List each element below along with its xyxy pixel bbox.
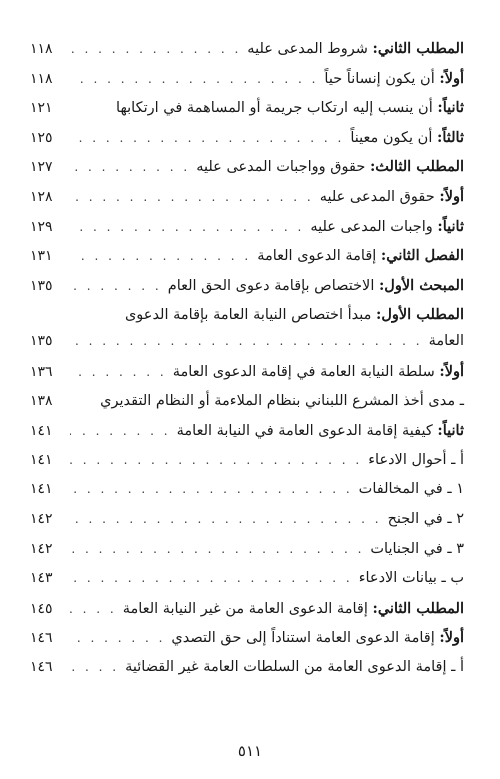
toc-page-number: ١٣١	[30, 248, 53, 265]
page-number: ٥١١	[237, 742, 263, 760]
toc-entry-title	[168, 277, 464, 294]
toc-entry-title	[171, 629, 464, 646]
dot-leader	[70, 453, 362, 467]
toc-entry	[30, 541, 464, 571]
toc-entry-text: واجبات المدعى عليه	[310, 218, 438, 235]
toc-entry	[30, 40, 464, 70]
toc-entry	[30, 393, 464, 423]
dot-leader	[70, 220, 304, 234]
dot-leader	[70, 660, 119, 674]
dot-leader	[70, 482, 353, 496]
toc-entry-title	[196, 158, 464, 175]
toc-entry-title	[320, 188, 464, 205]
dot-leader	[70, 512, 382, 526]
toc-entry	[30, 158, 464, 188]
toc-entry-text: سلطة النيابة العامة في إقامة الدعوى العامة	[172, 363, 440, 380]
toc-entry-heading: أولاً:	[439, 362, 464, 380]
toc-entry-text: حقوق المدعى عليه	[319, 188, 440, 205]
toc-entry	[30, 481, 464, 511]
toc-page-number: ١٤١	[30, 481, 53, 498]
toc-entry-title	[123, 600, 464, 617]
toc-entry-heading: ثالثاً:	[436, 128, 464, 146]
toc-page-number: ١٤٦	[30, 630, 53, 647]
toc-page-number: ١٤٢	[30, 540, 53, 557]
toc-entry-heading: المطلب الأول:	[376, 306, 464, 324]
dot-leader	[70, 424, 171, 438]
toc-entry-title	[125, 659, 464, 675]
toc-entry-text: أن يكون إنساناً حياً	[324, 70, 440, 87]
toc-page-number: ١٣٥	[30, 277, 53, 294]
toc-entry	[30, 452, 464, 482]
toc-page-number: ١٤٣	[30, 570, 53, 587]
toc-entry-title	[100, 393, 464, 409]
toc-entry-title	[324, 70, 464, 87]
toc-entry-heading: أولاً:	[439, 629, 464, 647]
dot-leader	[70, 365, 167, 379]
toc-entry-title	[359, 481, 464, 497]
toc-entry-title	[173, 363, 464, 380]
toc-entry	[30, 600, 464, 630]
toc-entry	[30, 333, 464, 363]
toc-entry-text: إقامة الدعوى العامة استناداً إلى حق التصدي	[171, 630, 440, 647]
toc-entry-heading: أولاً:	[439, 187, 464, 205]
toc-page-number: ١٤١	[30, 423, 53, 440]
toc-entry	[30, 70, 464, 100]
toc-entry-title	[359, 570, 464, 586]
toc-entry-title	[247, 40, 464, 57]
toc-entry-text: ٣ ـ في الجنايات	[370, 540, 464, 557]
toc-page-number: ١٤٢	[30, 510, 53, 527]
dot-leader	[70, 131, 344, 145]
toc-page-number: ١٤١	[30, 451, 53, 468]
toc-entry-heading: ثانياً:	[437, 99, 464, 117]
toc-entry-text: ٢ ـ في الجنح	[387, 510, 464, 527]
toc-page-number: ١٢٥	[30, 129, 53, 146]
toc-entry-title	[125, 306, 464, 323]
toc-entry-text: شروط المدعى عليه	[247, 41, 373, 57]
toc-entry	[30, 422, 464, 452]
toc-entry-heading: الفصل الثاني:	[380, 247, 464, 265]
toc-entry-heading: ثانياً:	[437, 217, 464, 235]
toc-entry-heading: المطلب الثالث:	[369, 158, 464, 176]
toc-entry	[30, 247, 464, 277]
toc-entry	[30, 511, 464, 541]
toc-entry-title	[350, 129, 464, 146]
toc-entry-title	[310, 218, 464, 235]
dot-leader	[70, 571, 353, 585]
toc-entry-heading: ثانياً:	[437, 422, 464, 440]
toc-page-number: ١٢١	[30, 100, 53, 117]
toc-entry	[30, 99, 464, 129]
toc-page-number: ١٢٩	[30, 218, 53, 235]
toc-page-number: ١٤٥	[30, 600, 53, 617]
toc-entry-text: كيفية إقامة الدعوى العامة في النيابة العامة	[176, 423, 438, 440]
toc-page-number: ١٣٨	[30, 392, 53, 409]
dot-leader	[70, 334, 423, 348]
toc-entry-heading: المطلب الثاني:	[372, 40, 464, 57]
toc-entry	[30, 570, 464, 600]
toc-entry-text: أن يكون معيناً	[350, 129, 437, 146]
dot-leader	[70, 190, 314, 204]
toc-entry-text: ـ مدى أخذ المشرع اللبناني بنظام الملاءمة أو النظام التقديري	[100, 392, 464, 409]
toc-entry-text: إقامة الدعوى العامة من غير النيابة العامة	[122, 600, 373, 617]
toc-entry-text: إقامة الدعوى العامة	[257, 248, 381, 265]
toc-entry	[30, 218, 464, 248]
toc-entry-title	[368, 452, 464, 468]
toc-page-number: ١١٨	[30, 41, 53, 57]
toc-entry-title	[429, 333, 464, 349]
toc-entry-heading: المطلب الثاني:	[372, 599, 464, 617]
toc-entry	[30, 659, 464, 689]
toc-entry	[30, 129, 464, 159]
toc-entry-heading: المبحث الأول:	[378, 276, 464, 294]
toc-entry-text: ب ـ بيانات الادعاء	[358, 570, 464, 587]
toc-entry-text: مبدأ اختصاص النيابة العامة بإقامة الدعوى	[124, 307, 376, 324]
dot-leader	[70, 160, 190, 174]
toc-entry-text: أ ـ إقامة الدعوى العامة من السلطات العامة غير القضائية	[125, 658, 464, 675]
toc-page-number: ١٢٨	[30, 188, 53, 205]
toc-entry	[30, 188, 464, 218]
toc-entry	[30, 306, 464, 333]
toc-entry-title	[370, 541, 464, 557]
dot-leader	[70, 279, 162, 293]
toc-entry	[30, 277, 464, 307]
toc-entry-title	[177, 422, 464, 439]
toc-page-number: ١٣٥	[30, 333, 53, 350]
toc-entry-heading: أولاً:	[439, 69, 464, 87]
toc-entry-text: أ ـ أحوال الادعاء	[368, 451, 464, 468]
dot-leader	[70, 542, 364, 556]
toc-entry	[30, 629, 464, 659]
dot-leader	[70, 249, 251, 263]
toc-entry-title	[388, 511, 464, 527]
toc-page-number: ١٤٦	[30, 658, 53, 675]
toc-entry-title	[116, 99, 464, 116]
toc-entry-text: العامة	[428, 333, 464, 350]
toc-page-number: ١١٨	[30, 70, 53, 87]
toc-entry-title	[257, 247, 464, 264]
table-of-contents	[30, 40, 464, 688]
toc-entry-text: أن ينسب إليه ارتكاب جريمة أو المساهمة في ارتكابها	[116, 100, 438, 117]
toc-entry-text: ١ ـ في المخالفات	[358, 481, 464, 498]
dot-leader	[70, 631, 165, 645]
toc-entry	[30, 363, 464, 393]
toc-page-number: ١٣٦	[30, 363, 53, 380]
toc-entry-text: الاختصاص بإقامة دعوى الحق العام	[167, 277, 379, 294]
dot-leader	[70, 72, 318, 86]
dot-leader	[70, 602, 117, 616]
dot-leader	[70, 42, 241, 56]
toc-page-number: ١٢٧	[30, 159, 53, 176]
toc-entry-text: حقوق وواجبات المدعى عليه	[196, 159, 370, 176]
